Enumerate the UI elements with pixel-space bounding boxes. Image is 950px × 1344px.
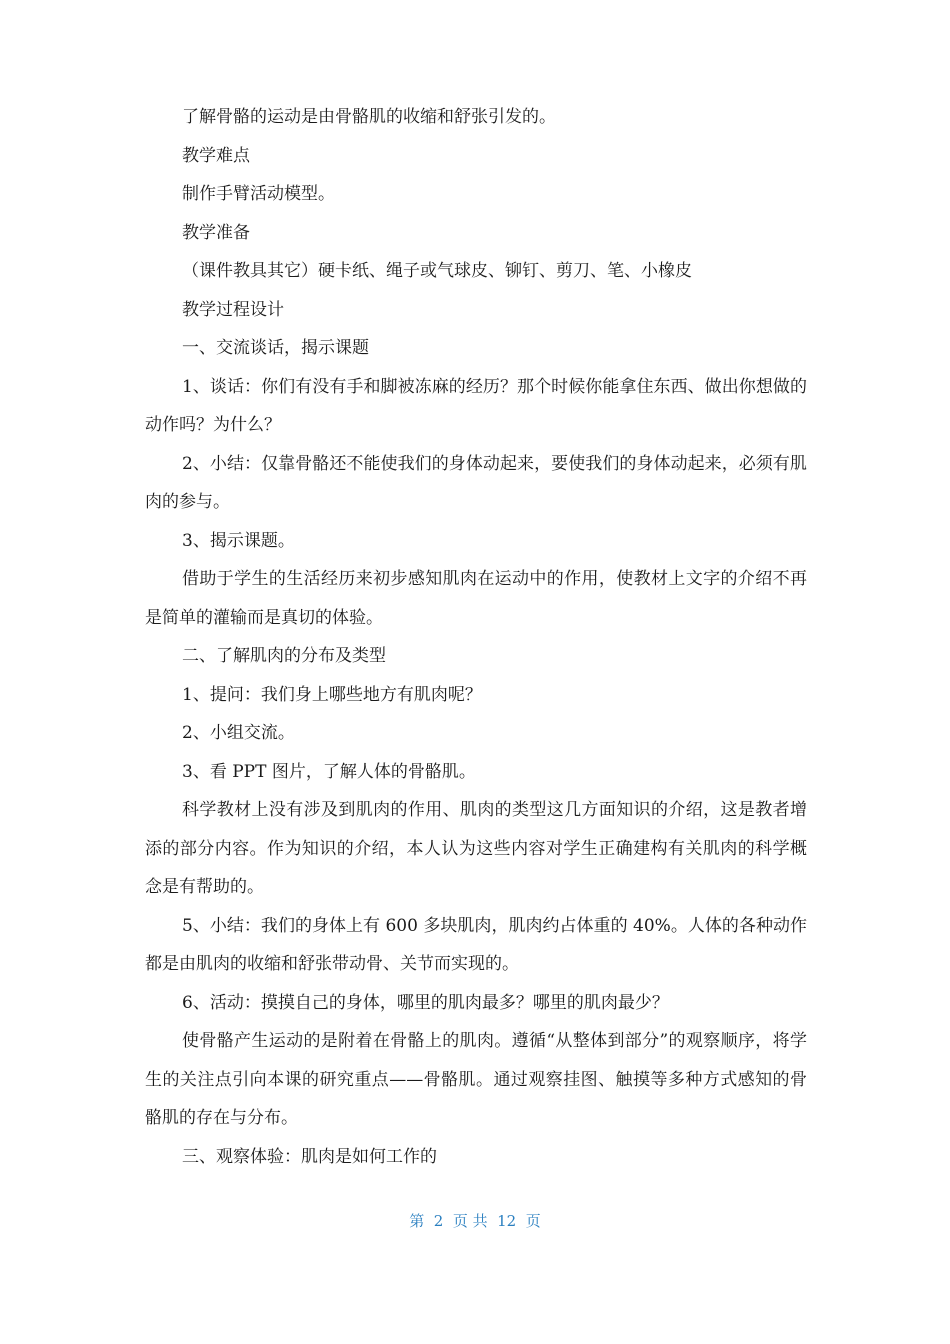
paragraph: 3、揭示课题。 [182, 530, 295, 551]
section-heading: 一、交流谈话，揭示课题 [182, 338, 369, 358]
section-heading: 教学难点 [182, 145, 250, 166]
paragraph: 2、小结：仅靠骨骼还不能使我们的身体动起来，要使我们的身体动起来，必须有肌肉的参与。 [145, 453, 807, 512]
paragraph: 5、小结：我们的身体上有 600 多块肌肉，肌肉约占体重的 40%。人体的各种动作都是由肌肉的收缩和舒张带动骨、关节而实现的。 [145, 915, 807, 974]
paragraph: 1、谈话：你们有没有手和脚被冻麻的经历？那个时候你能拿住东西、做出你想做的动作吗？为什么？ [145, 376, 807, 435]
paragraph: 了解骨骼的运动是由骨骼肌的收缩和舒张引发的。 [182, 107, 556, 127]
paragraph: （课件教具其它）硬卡纸、绳子或气球皮、铆钉、剪刀、笔、小橡皮 [182, 261, 692, 281]
section-heading: 三、观察体验：肌肉是如何工作的 [182, 1146, 437, 1167]
paragraph: 1、提问：我们身上哪些地方有肌肉呢？ [182, 684, 482, 705]
paragraph: 3、看 PPT 图片，了解人体的骨骼肌。 [182, 761, 476, 782]
page-number-footer: 第 2 页 共 12 页 [409, 1212, 541, 1230]
document-body [145, 98, 807, 1176]
paragraph: 借助于学生的生活经历来初步感知肌肉在运动中的作用，使教材上文字的介绍不再是简单的灌输而是真切的体验。 [145, 569, 807, 628]
paragraph: 2、小组交流。 [182, 723, 295, 743]
paragraph: 科学教材上没有涉及到肌肉的作用、肌肉的类型这几方面知识的介绍，这是教者增添的部分内容。作为知识的介绍，本人认为这些内容对学生正确建构有关肌肉的科学概念是有帮助的。 [145, 800, 807, 897]
paragraph: 使骨骼产生运动的是附着在骨骼上的肌肉。遵循“从整体到部分”的观察顺序，将学生的关注点引向本课的研究重点——骨骼肌。通过观察挂图、触摸等多种方式感知的骨骼肌的存在与分布。 [145, 1031, 807, 1128]
paragraph: 6、活动：摸摸自己的身体，哪里的肌肉最多？哪里的肌肉最少？ [182, 992, 669, 1013]
section-heading: 教学过程设计 [182, 299, 284, 320]
paragraph: 制作手臂活动模型。 [182, 184, 335, 204]
section-heading: 教学准备 [182, 222, 250, 243]
section-heading: 二、了解肌肉的分布及类型 [182, 646, 386, 666]
